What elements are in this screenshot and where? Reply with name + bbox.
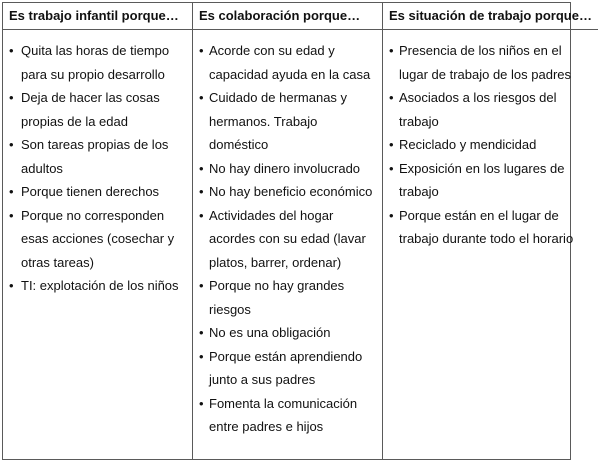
bullet-icon: • xyxy=(9,278,14,293)
bullet-icon: • xyxy=(389,207,394,223)
bullet-icon: • xyxy=(9,137,14,152)
list-item-text: No hay beneficio económico xyxy=(209,184,373,199)
list-item-text: TI: explotación de los niños xyxy=(21,278,179,293)
list-item-text: Porque están en el lugar de trabajo durante todo el horario xyxy=(399,207,574,246)
bullet-icon: • xyxy=(389,160,394,176)
list-item xyxy=(9,86,188,133)
column-trabajo-infantil xyxy=(3,30,193,459)
bullet-icon: • xyxy=(389,137,394,152)
list-situacion-trabajo xyxy=(389,39,594,251)
list-item xyxy=(9,274,188,298)
list-item xyxy=(199,392,378,439)
list-item-text: Porque no hay grandes riesgos xyxy=(209,278,345,317)
list-item-text: Porque están aprendiendo junto a sus padres xyxy=(209,348,363,387)
list-item xyxy=(9,204,188,275)
bullet-icon: • xyxy=(389,90,394,105)
list-item-text: Exposición en los lugares de trabajo xyxy=(399,160,565,199)
list-item xyxy=(199,86,378,157)
comparison-table xyxy=(2,2,592,460)
list-item-text: Presencia de los niños en el lugar de trabajo de los padres xyxy=(399,43,572,82)
header-situacion-trabajo: Es situación de trabajo porque… xyxy=(383,3,598,30)
list-colaboracion xyxy=(199,39,378,439)
list-item-text: No hay dinero involucrado xyxy=(209,160,361,176)
list-trabajo-infantil xyxy=(9,39,188,298)
list-item-text: No es una obligación xyxy=(209,325,331,340)
bullet-icon: • xyxy=(389,43,394,58)
list-item-text: Deja de hacer las cosas propias de la edad xyxy=(21,90,160,129)
list-item-text: Cuidado de hermanas y hermanos. Trabajo doméstico xyxy=(209,90,348,152)
list-item xyxy=(199,321,378,345)
list-item xyxy=(199,180,378,204)
bullet-icon: • xyxy=(199,348,204,364)
bullet-icon: • xyxy=(199,395,204,411)
column-situacion-trabajo xyxy=(383,30,598,459)
list-item xyxy=(199,345,378,392)
list-item xyxy=(389,133,594,157)
list-item-text: Asociados a los riesgos del trabajo xyxy=(399,90,557,129)
bullet-icon: • xyxy=(199,160,204,176)
header-colaboracion: Es colaboración porque… xyxy=(193,3,383,30)
bullet-icon: • xyxy=(199,184,204,199)
bullet-icon: • xyxy=(199,325,204,340)
list-item xyxy=(199,157,378,181)
list-item-text: Actividades del hogar acordes con su edad (lavar platos, barrer, ordenar) xyxy=(209,207,366,270)
bullet-icon: • xyxy=(9,184,14,199)
header-trabajo-infantil: Es trabajo infantil porque… xyxy=(3,3,193,30)
bullet-icon: • xyxy=(199,43,204,58)
list-item xyxy=(389,86,594,133)
list-item-text: Porque tienen derechos xyxy=(21,184,160,199)
list-item xyxy=(199,274,378,321)
list-item xyxy=(199,39,378,86)
column-colaboracion xyxy=(193,30,383,459)
list-item xyxy=(9,180,188,204)
list-item-text: Porque no corresponden esas acciones (cosechar y otras tareas) xyxy=(21,207,175,270)
list-item xyxy=(199,204,378,275)
list-item xyxy=(389,39,594,86)
bullet-icon: • xyxy=(9,207,14,223)
bullet-icon: • xyxy=(199,207,204,223)
bullet-icon: • xyxy=(199,90,204,105)
list-item-text: Acorde con su edad y capacidad ayuda en la casa xyxy=(209,43,371,82)
list-item-text: Quita las horas de tiempo para su propio desarrollo xyxy=(21,43,170,82)
list-item xyxy=(389,157,594,204)
bullet-icon: • xyxy=(9,43,14,58)
bullet-icon: • xyxy=(9,90,14,105)
list-item-text: Son tareas propias de los adultos xyxy=(21,137,169,176)
list-item xyxy=(9,39,188,86)
list-item xyxy=(389,204,594,251)
bullet-icon: • xyxy=(199,278,204,293)
list-item-text: Reciclado y mendicidad xyxy=(399,137,537,152)
list-item xyxy=(9,133,188,180)
list-item-text: Fomenta la comunicación entre padres e hijos xyxy=(209,395,358,434)
